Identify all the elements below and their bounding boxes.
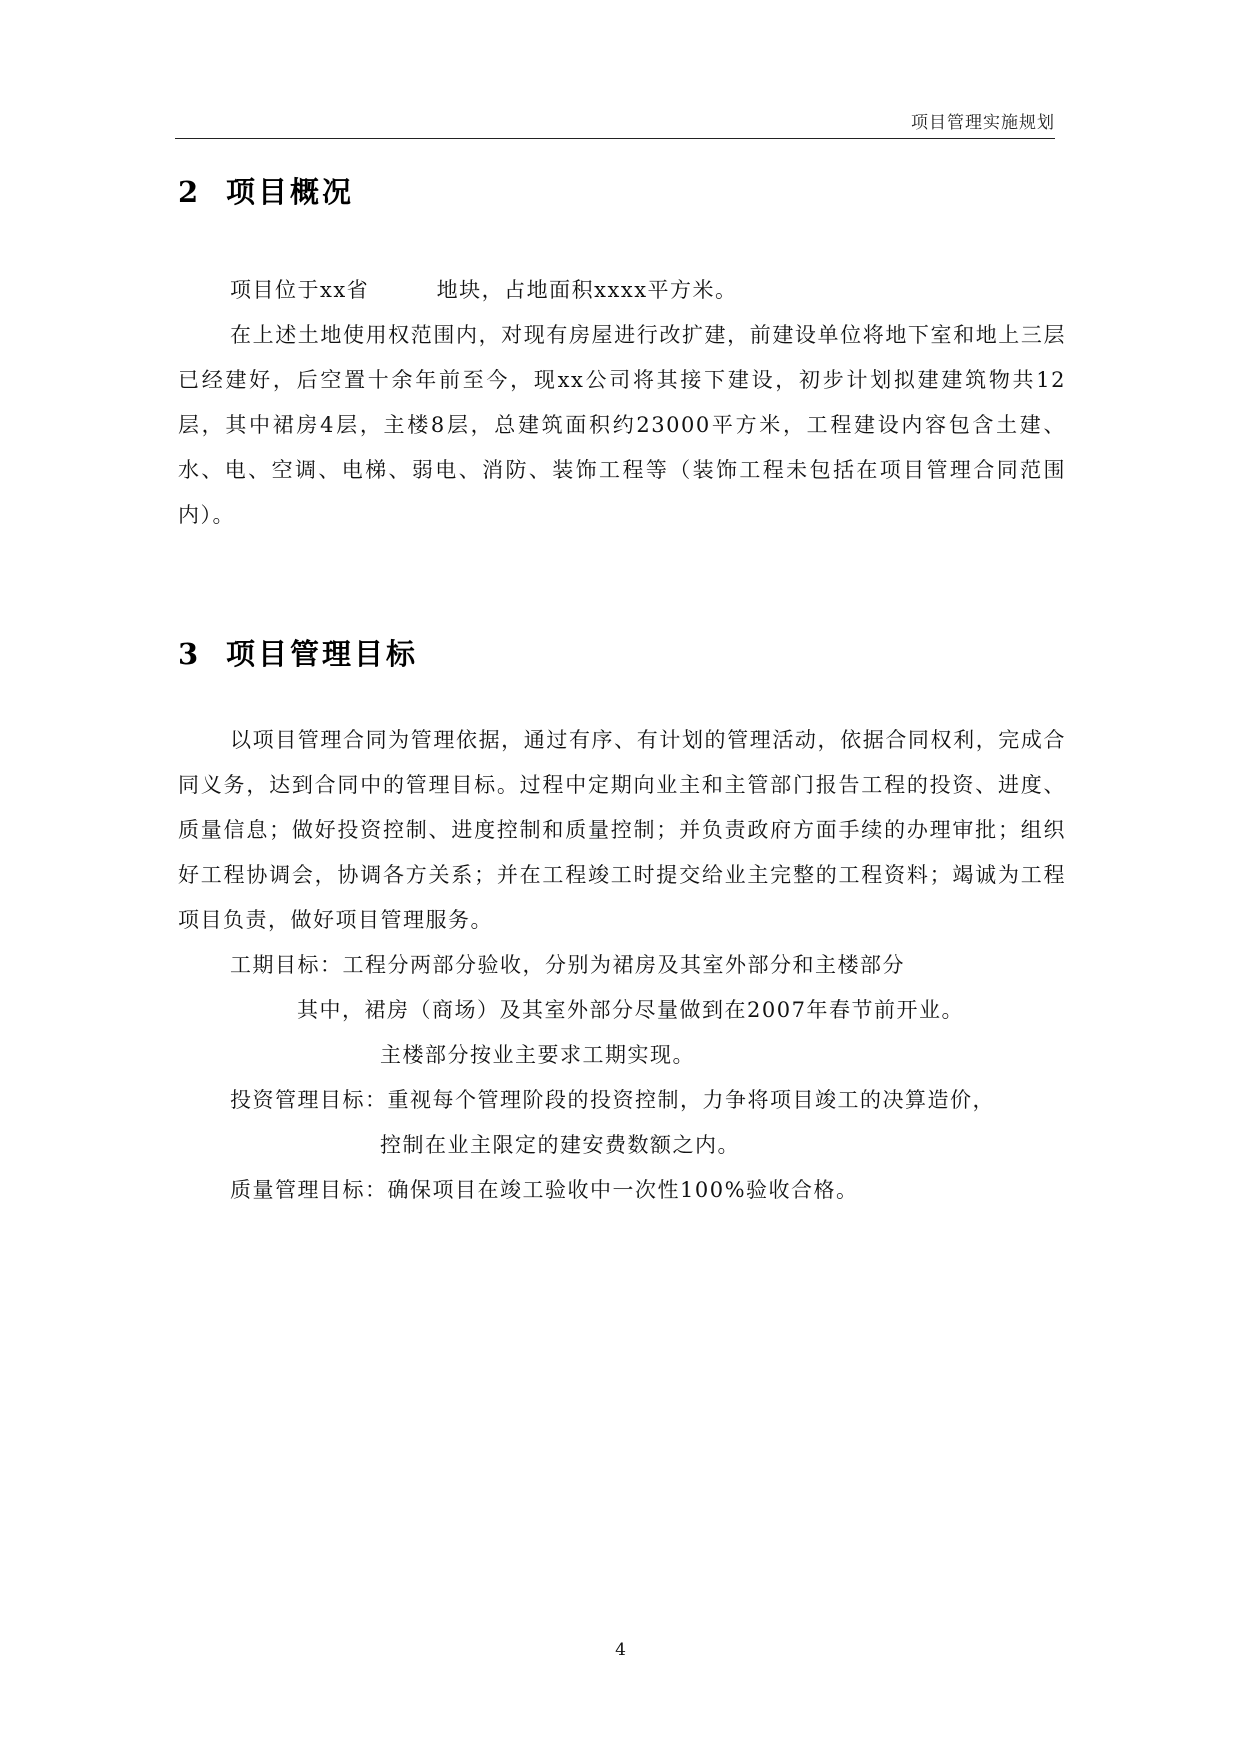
paragraph-location: 项目位于xx省 地块，占地面积xxxx平方米。 — [230, 278, 738, 302]
page-number: 4 — [615, 1640, 626, 1660]
paragraph-management-basis: 以项目管理合同为管理依据，通过有序、有计划的管理活动，依据合同权利，完成合同义务，达到合同中的管理目标。过程中定期向业主和主管部门报告工程的投资、进度、质量信息；做好投资控制、进度控制和质量控制；并负责政府方面手续的办理审批；组织好工程协调会，协调各方关系；并在工程竣工时提交给业主完整的工程资料；竭诚为工程项目负责，做好项目管理服务。 — [178, 728, 1066, 932]
section-title: 项目概况 — [226, 175, 355, 209]
schedule-goal-podium: 其中，裙房（商场）及其室外部分尽量做到在2007年春节前开业。 — [297, 998, 964, 1022]
header-rule — [175, 138, 1055, 139]
section-number: 3 — [178, 637, 202, 671]
section-heading-overview — [178, 170, 354, 211]
running-header: 项目管理实施规划 — [911, 113, 1055, 133]
section-number: 2 — [178, 175, 202, 209]
schedule-goal-main-building: 主楼部分按业主要求工期实现。 — [380, 1043, 695, 1067]
quality-goal: 质量管理目标：确保项目在竣工验收中一次性100%验收合格。 — [230, 1178, 859, 1202]
investment-goal: 投资管理目标：重视每个管理阶段的投资控制，力争将项目竣工的决算造价， — [230, 1088, 995, 1112]
section-heading-goals — [178, 632, 418, 673]
investment-goal-limit: 控制在业主限定的建安费数额之内。 — [380, 1133, 740, 1157]
section-title: 项目管理目标 — [226, 637, 419, 671]
schedule-goal: 工期目标：工程分两部分验收，分别为裙房及其室外部分和主楼部分 — [230, 953, 905, 977]
paragraph-project-scope: 在上述土地使用权范围内，对现有房屋进行改扩建，前建设单位将地下室和地上三层已经建好，后空置十余年前至今，现xx公司将其接下建设，初步计划拟建建筑物共12层，其中裙房4层，主楼8层，总建筑面积约23000平方米，工程建设内容包含土建、水、电、空调、电梯、弱电、消防、装饰工程等（装饰工程未包括在项目管理合同范围内）。 — [178, 323, 1066, 527]
